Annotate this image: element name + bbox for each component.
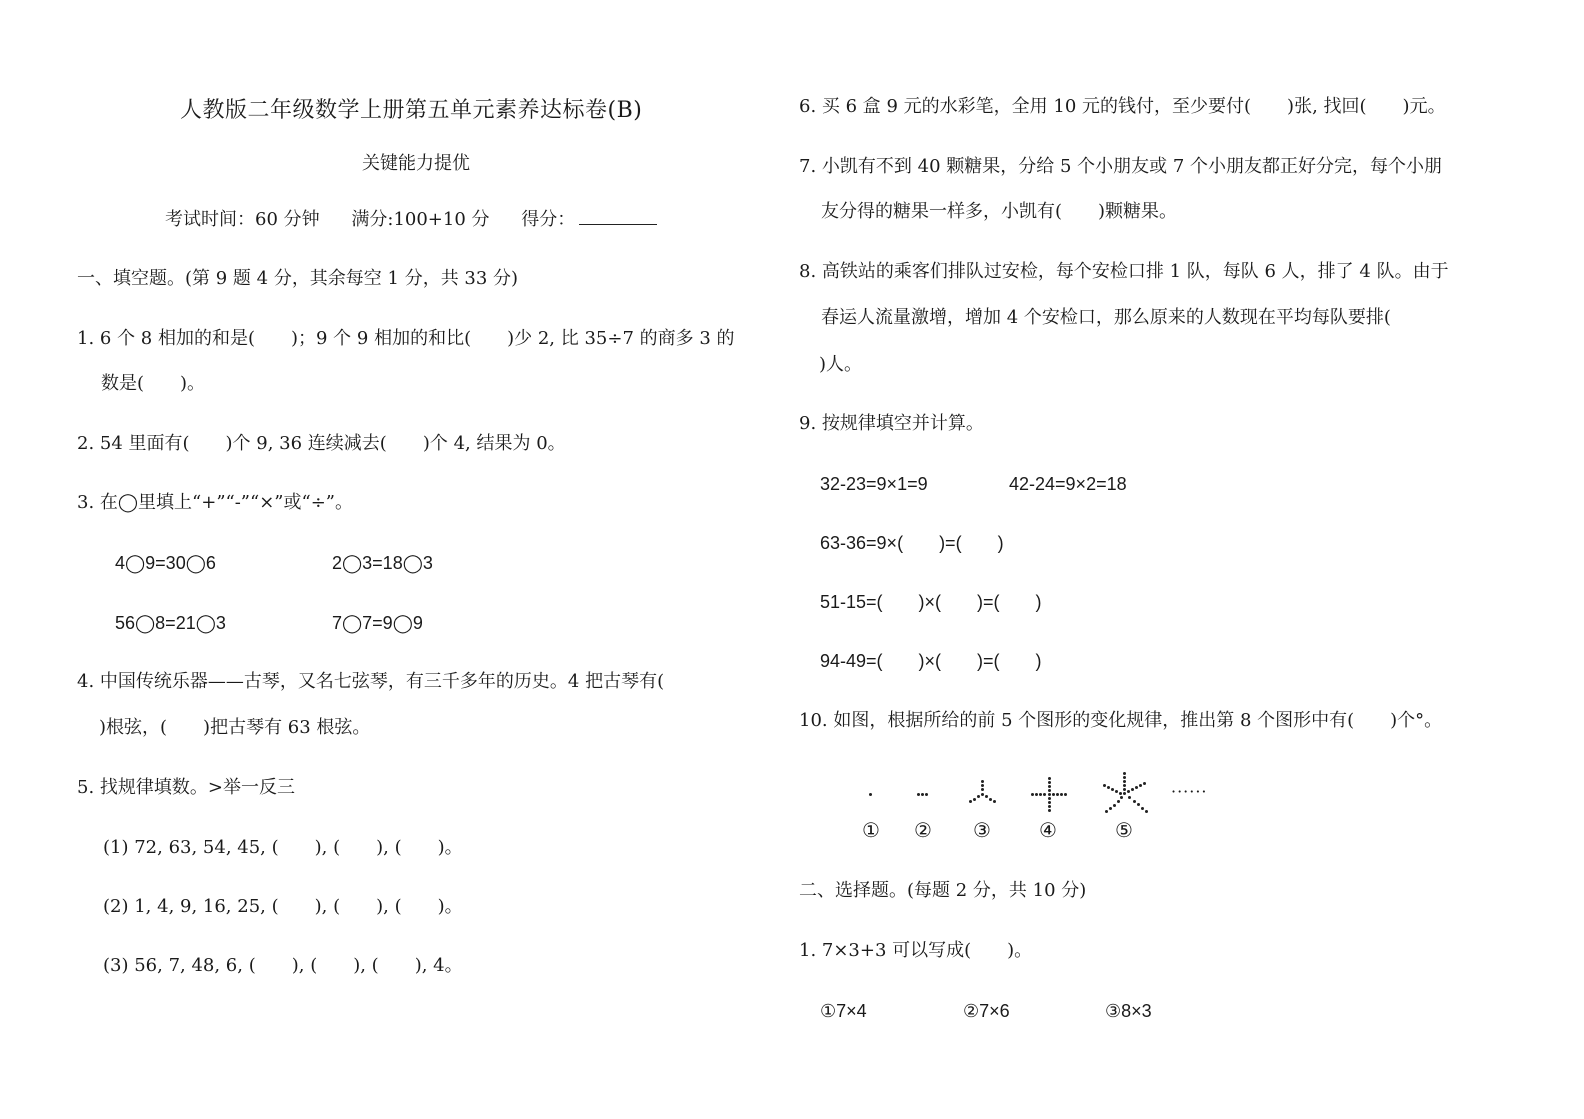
question-9-example: 42-24=9×2=18 (1009, 474, 1127, 494)
exam-info (165, 208, 683, 232)
question-9-row: 94-49=( )×( )=( ) (820, 651, 1042, 671)
question-4-line1: 4. 中国传统乐器——古琴，又名七弦琴，有三千多年的历史。4 把古琴有( (77, 671, 665, 692)
choice-option[interactable]: ③8×3 (1105, 1001, 1152, 1021)
figure-label: ③ (973, 818, 991, 842)
choice-option[interactable]: ①7×4 (820, 1001, 867, 1021)
question-3-item: 7◯7=9◯9 (332, 613, 423, 633)
question-1-line2: 数是( )。 (101, 373, 206, 394)
question-5-prompt: 5. 找规律填数。>举一反三 (77, 777, 295, 798)
question-8-line2: 春运人流量激增，增加 4 个安检口，那么原来的人数现在平均每队要排( (821, 307, 1391, 328)
figure-label: ⑤ (1115, 818, 1133, 842)
question-9-row: 51-15=( )×( )=( ) (820, 592, 1042, 612)
score-label: 得分： (521, 209, 576, 230)
figure-label: ② (914, 818, 932, 842)
question-2: 2. 54 里面有( )个 9, 36 连续减去( )个 4, 结果为 0。 (77, 433, 566, 454)
page-subtitle: 关键能力提优 (362, 153, 470, 174)
question-9-prompt: 9. 按规律填空并计算。 (799, 413, 984, 434)
question-5-item: (2) 1, 4, 9, 16, 25, ( ), ( ), ( )。 (103, 896, 463, 917)
question-8-line3: )人。 (819, 354, 863, 375)
exam-time: 考试时间：60 分钟 (165, 209, 320, 230)
section1-heading: 一、填空题。(第 9 题 4 分，其余每空 1 分，共 33 分) (77, 268, 519, 289)
figure-label: ① (862, 818, 880, 842)
full-score: 满分:100+10 分 (351, 209, 490, 230)
question-5-item: (1) 72, 63, 54, 45, ( ), ( ), ( )。 (103, 837, 463, 858)
score-blank[interactable] (579, 208, 657, 225)
question-10-prompt: 10. 如图，根据所给的前 5 个图形的变化规律，推出第 8 个图形中有( )个°。 (799, 710, 1443, 731)
question-7-line1: 7. 小凯有不到 40 颗糖果，分给 5 个小朋友或 7 个小朋友都正好分完，每个小朋 (799, 156, 1443, 177)
figure-label: ④ (1039, 818, 1057, 842)
section2-heading: 二、选择题。(每题 2 分，共 10 分) (799, 880, 1087, 901)
choice-option[interactable]: ②7×6 (963, 1001, 1010, 1021)
choice-question-1: 1. 7×3+3 可以写成( )。 (799, 940, 1033, 961)
question-9-row: 63-36=9×( )=( ) (820, 533, 1004, 553)
figure-ellipsis: ······ (1171, 782, 1208, 801)
dot-pattern-figure (855, 770, 1215, 845)
question-5-item: (3) 56, 7, 48, 6, ( ), ( ), ( ), 4。 (103, 955, 463, 976)
question-3-item: 56◯8=21◯3 (115, 613, 226, 633)
question-7-line2: 友分得的糖果一样多，小凯有( )颗糖果。 (821, 201, 1178, 222)
question-1-line1: 1. 6 个 8 相加的和是( )；9 个 9 相加的和比( )少 2, 比 35÷7 的商多 3 的 (77, 328, 735, 349)
question-3-prompt: 3. 在◯里填上“+”“-”“×”或“÷”。 (77, 492, 353, 513)
question-3-item: 4◯9=30◯6 (115, 553, 216, 573)
question-6: 6. 买 6 盒 9 元的水彩笔，全用 10 元的钱付，至少要付( )张, 找回( )元。 (799, 96, 1446, 117)
question-3-item: 2◯3=18◯3 (332, 553, 433, 573)
question-4-line2: )根弦，( )把古琴有 63 根弦。 (99, 717, 371, 738)
question-8-line1: 8. 高铁站的乘客们排队过安检，每个安检口排 1 队，每队 6 人，排了 4 队。由于 (799, 261, 1449, 282)
question-9-example: 32-23=9×1=9 (820, 474, 928, 494)
page-title: 人教版二年级数学上册第五单元素养达标卷(B) (180, 98, 643, 123)
